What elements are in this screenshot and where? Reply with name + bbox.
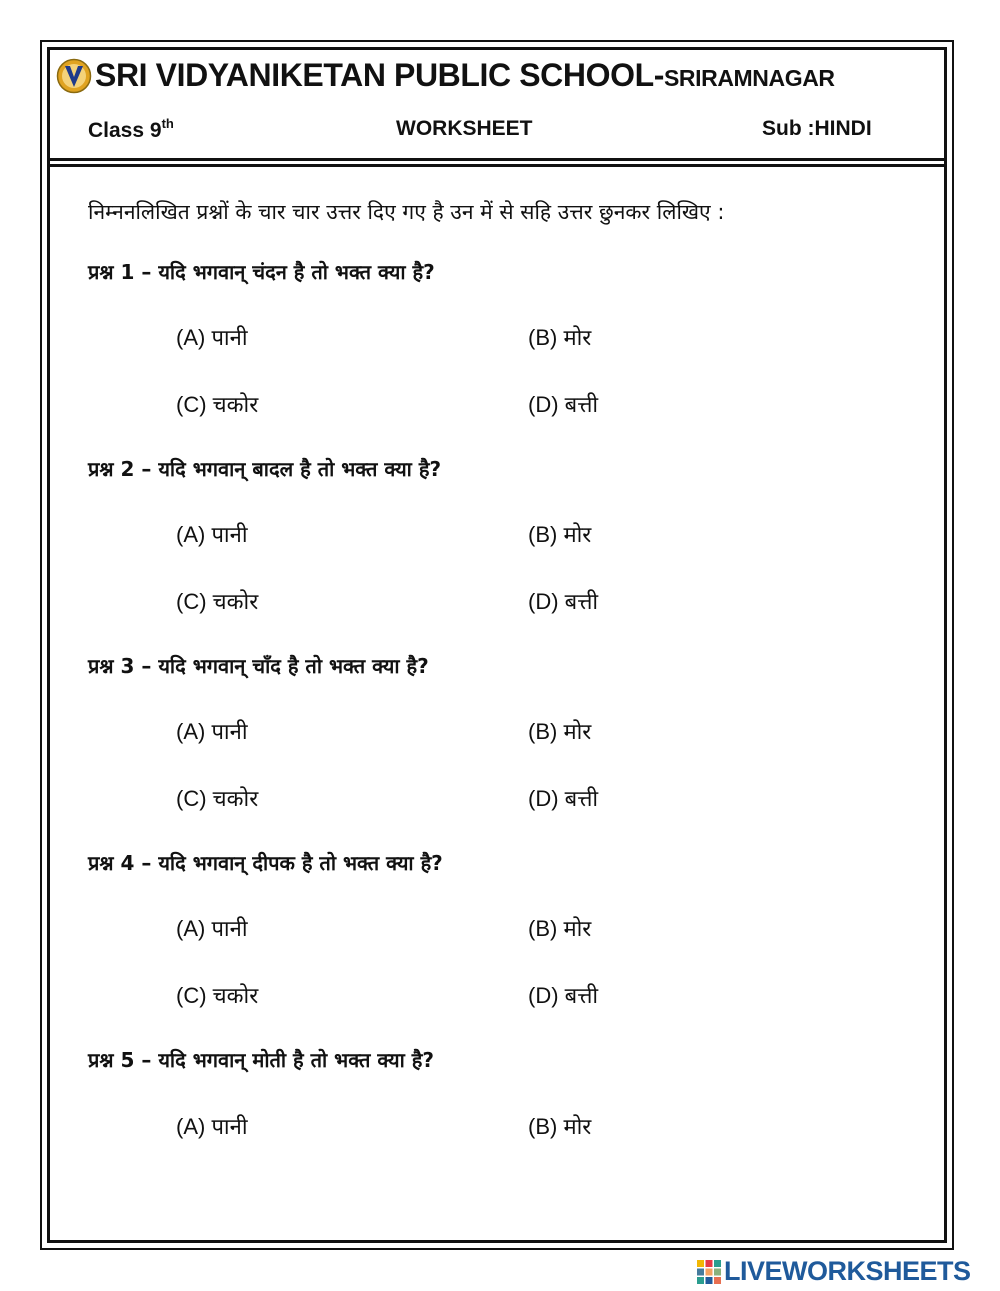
q1-option-d[interactable]: (D) बत्ती xyxy=(528,392,599,417)
question-5: प्रश्न 5 – यदि भगवान् मोती है तो भक्त क्या है? xyxy=(88,1048,434,1072)
q2-option-b[interactable]: (B) मोर xyxy=(528,522,592,547)
instruction: निम्ननलिखित प्रश्नों के चार चार उत्तर दिए गए है उन में से सहि उत्तर छुनकर लिखिए : xyxy=(88,200,725,224)
q5-option-b[interactable]: (B) मोर xyxy=(528,1114,592,1139)
header-divider xyxy=(47,158,947,161)
class-superscript: th xyxy=(161,116,174,131)
q1-option-b[interactable]: (B) मोर xyxy=(528,325,592,350)
school-logo-icon xyxy=(56,58,92,94)
q3-option-a[interactable]: (A) पानी xyxy=(176,719,248,744)
q1-option-c[interactable]: (C) चकोर xyxy=(176,392,259,417)
liveworksheets-watermark xyxy=(696,1256,971,1287)
q4-option-d[interactable]: (D) बत्ती xyxy=(528,983,599,1008)
q3-option-c[interactable]: (C) चकोर xyxy=(176,786,259,811)
q2-option-a[interactable]: (A) पानी xyxy=(176,522,248,547)
class-label: Class 9th xyxy=(88,116,174,142)
question-2: प्रश्न 2 – यदि भगवान् बादल है तो भक्त क्या है? xyxy=(88,457,442,481)
q3-option-b[interactable]: (B) मोर xyxy=(528,719,592,744)
liveworksheets-logo-icon xyxy=(696,1259,722,1285)
q4-option-c[interactable]: (C) चकोर xyxy=(176,983,259,1008)
q1-option-a[interactable]: (A) पानी xyxy=(176,325,248,350)
q2-option-c[interactable]: (C) चकोर xyxy=(176,589,259,614)
school-location: SRIRAMNAGAR xyxy=(663,65,835,91)
question-3: प्रश्न 3 – यदि भगवान् चाँद है तो भक्त क्या है? xyxy=(88,654,429,678)
header-divider-double xyxy=(47,164,947,167)
worksheet-label: WORKSHEET xyxy=(396,117,533,140)
question-4: प्रश्न 4 – यदि भगवान् दीपक है तो भक्त क्या है? xyxy=(88,851,443,875)
q4-option-a[interactable]: (A) पानी xyxy=(176,916,248,941)
question-1: प्रश्न 1 – यदि भगवान् चंदन है तो भक्त क्या है? xyxy=(88,260,435,284)
school-name: SRI VIDYANIKETAN PUBLIC SCHOOL-SRIRAMNAGAR xyxy=(95,57,835,93)
liveworksheets-text: LIVEWORKSHEETS xyxy=(724,1256,971,1286)
q4-option-b[interactable]: (B) मोर xyxy=(528,916,592,941)
q3-option-d[interactable]: (D) बत्ती xyxy=(528,786,599,811)
q2-option-d[interactable]: (D) बत्ती xyxy=(528,589,599,614)
q5-option-a[interactable]: (A) पानी xyxy=(176,1114,248,1139)
subject-label: Sub :HINDI xyxy=(762,117,872,140)
